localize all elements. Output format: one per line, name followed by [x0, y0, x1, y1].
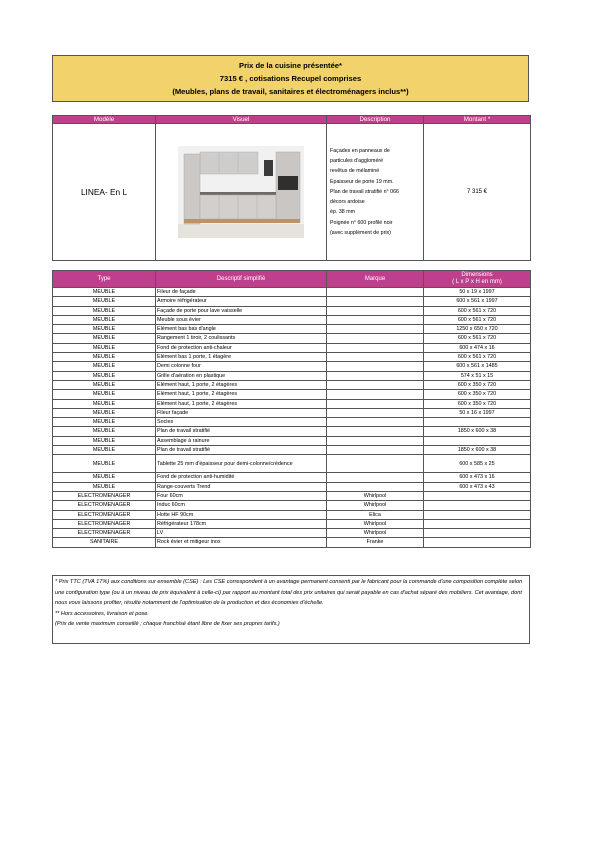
item-dimensions: 600 x 561 x 720: [424, 315, 531, 324]
item-dimensions: 600 x 561 x 720: [424, 353, 531, 362]
item-type: ELECTROMENAGER: [53, 529, 156, 538]
item-dimensions: 600 x 473 x 16: [424, 473, 531, 482]
item-description: Elément bas 1 porte, 1 étagère: [156, 353, 327, 362]
table-row: [53, 436, 531, 445]
table-row: [53, 288, 531, 297]
description-line: (avec supplément de prix): [330, 229, 391, 236]
model-price: 7 315 €: [424, 124, 531, 261]
items-table: [52, 270, 531, 548]
item-type: SANITAIRE: [53, 538, 156, 547]
item-type: MEUBLE: [53, 343, 156, 352]
table-row: [53, 343, 531, 352]
item-dimensions: 600 x 474 x 16: [424, 343, 531, 352]
item-dimensions: [424, 538, 531, 547]
header-dimensions: [424, 271, 531, 288]
table-row: [53, 519, 531, 528]
item-brand: [327, 482, 424, 491]
header-descriptif: Descriptif simplifié: [156, 271, 327, 288]
item-dimensions: 1250 x 650 x 720: [424, 325, 531, 334]
table-row: [53, 380, 531, 389]
item-description: Elément haut, 1 porte, 2 étagères: [156, 380, 327, 389]
item-brand: Whirlpool: [327, 519, 424, 528]
price-amount: 7315 € , cotisations Recupel comprises: [219, 74, 362, 83]
dimensions-title: Dimensions: [461, 272, 493, 278]
item-brand: [327, 325, 424, 334]
item-description: Plan de travail stratifié: [156, 427, 327, 436]
item-brand: Whirlpool: [327, 501, 424, 510]
price-title: Prix de la cuisine présentée*: [239, 61, 342, 70]
item-dimensions: 1850 x 600 x 38: [424, 427, 531, 436]
item-dimensions: [424, 529, 531, 538]
header-marque: Marque: [327, 271, 424, 288]
item-brand: Whirlpool: [327, 491, 424, 500]
item-brand: [327, 315, 424, 324]
item-description: Grille d'aération en plastique: [156, 371, 327, 380]
table-row: [53, 362, 531, 371]
description-line: Plan de travail stratifié n° 066: [330, 188, 399, 195]
table-row: [53, 529, 531, 538]
kitchen-image: [178, 146, 304, 238]
items-body: [53, 288, 531, 548]
price-banner: [52, 55, 529, 102]
item-dimensions: 600 x 473 x 43: [424, 482, 531, 491]
item-description: Assemblage à rainure: [156, 436, 327, 445]
item-dimensions: [424, 436, 531, 445]
description-line: ép. 38 mm: [330, 209, 356, 216]
item-dimensions: [424, 491, 531, 500]
item-description: Fond de protection anti-chaleur: [156, 343, 327, 352]
table-row: [53, 297, 531, 306]
footnote: [52, 575, 530, 644]
item-type: MEUBLE: [53, 315, 156, 324]
item-dimensions: 600 x 350 x 720: [424, 399, 531, 408]
item-description: Hotte HF 90cm: [156, 510, 327, 519]
item-type: MEUBLE: [53, 390, 156, 399]
item-description: Elément haut, 1 porte, 2 étagères: [156, 390, 327, 399]
table-row: [53, 510, 531, 519]
item-description: Elément haut, 1 porte, 2 étagères: [156, 399, 327, 408]
item-dimensions: [424, 510, 531, 519]
description-line: revêtus de mélaminé: [330, 168, 380, 175]
header-visuel: Visuel: [156, 116, 327, 124]
table-row: [53, 371, 531, 380]
item-type: MEUBLE: [53, 334, 156, 343]
table-row: [53, 334, 531, 343]
item-dimensions: 600 x 561 x 720: [424, 334, 531, 343]
item-brand: Elica: [327, 510, 424, 519]
item-brand: [327, 418, 424, 427]
item-brand: [327, 371, 424, 380]
table-row: [53, 446, 531, 455]
item-type: MEUBLE: [53, 371, 156, 380]
item-dimensions: 50 x 19 x 1997: [424, 288, 531, 297]
item-description: Demi colonne four: [156, 362, 327, 371]
description-line: Epaisseur de porte 19 mm.: [330, 178, 394, 185]
footnote-cse: * Prix TTC (TVA 17%) aux conditions sur ensemble (CSE) : Les CSE correspondent à un avantage permanent consenti par le fabricant pour la commande d'une composition complète selon une configuration type (ou à un niveau de prix équivalent à celle-ci) par rapport au montant total des prix unitaires qui serait payable en cas d'achat séparé des mobiliers. Cet avantage, dont nous vous laissons profiter, résulte notamment de l'optimisation de la production et des économies d'échelle.: [55, 579, 523, 606]
item-type: MEUBLE: [53, 482, 156, 491]
footnote-exclusions: ** Hors accessoires, livraison et pose.: [55, 610, 149, 617]
item-description: Socles: [156, 418, 327, 427]
table-row: [53, 455, 531, 473]
table-row: [53, 473, 531, 482]
item-brand: [327, 380, 424, 389]
item-type: ELECTROMENAGER: [53, 519, 156, 528]
header-montant: Montant *: [424, 116, 531, 124]
item-type: ELECTROMENAGER: [53, 510, 156, 519]
item-dimensions: 600 x 350 x 720: [424, 380, 531, 389]
item-type: MEUBLE: [53, 427, 156, 436]
item-brand: [327, 455, 424, 473]
table-row: [53, 427, 531, 436]
item-brand: [327, 446, 424, 455]
model-description: [327, 124, 424, 261]
item-brand: [327, 473, 424, 482]
item-dimensions: 50 x 16 x 1997: [424, 408, 531, 417]
item-description: Fond de protection anti-humidité: [156, 473, 327, 482]
item-description: Armoire réfrigérateur: [156, 297, 327, 306]
table-row: [53, 306, 531, 315]
item-description: Meuble sous évier: [156, 315, 327, 324]
table-row: [53, 399, 531, 408]
item-type: MEUBLE: [53, 362, 156, 371]
table-row: [53, 325, 531, 334]
item-type: MEUBLE: [53, 399, 156, 408]
item-type: MEUBLE: [53, 288, 156, 297]
item-brand: [327, 288, 424, 297]
item-type: MEUBLE: [53, 446, 156, 455]
header-type: Type: [53, 271, 156, 288]
kitchen-visual-cell: [156, 124, 327, 261]
item-brand: Franke: [327, 538, 424, 547]
item-type: ELECTROMENAGER: [53, 491, 156, 500]
description-line: Façades en panneaux de: [330, 148, 390, 155]
item-dimensions: 600 x 561 x 720: [424, 306, 531, 315]
dimensions-units: ( L x P x H en mm): [452, 279, 502, 285]
item-brand: [327, 353, 424, 362]
item-type: MEUBLE: [53, 353, 156, 362]
item-brand: [327, 362, 424, 371]
item-description: Façade de porte pour lave vaisselle: [156, 306, 327, 315]
item-brand: [327, 427, 424, 436]
header-description: Description: [327, 116, 424, 124]
item-dimensions: 600 x 585 x 25: [424, 455, 531, 473]
item-brand: [327, 399, 424, 408]
item-description: Réfrigérateur 178cm: [156, 519, 327, 528]
item-brand: [327, 408, 424, 417]
table-row: [53, 390, 531, 399]
item-brand: [327, 343, 424, 352]
item-description: Rangement 1 tiroir, 2 coulissants: [156, 334, 327, 343]
item-dimensions: 600 x 350 x 720: [424, 390, 531, 399]
item-description: Induc 60cm: [156, 501, 327, 510]
item-dimensions: [424, 501, 531, 510]
item-description: Tablette 25 mm d'épaisseur pour demi-colonne/crédence: [156, 455, 327, 473]
item-dimensions: [424, 418, 531, 427]
table-row: [53, 491, 531, 500]
item-type: MEUBLE: [53, 325, 156, 334]
item-type: MEUBLE: [53, 418, 156, 427]
item-type: MEUBLE: [53, 297, 156, 306]
table-row: [53, 501, 531, 510]
table-row: [53, 538, 531, 547]
item-description: Fileur de façade: [156, 288, 327, 297]
item-dimensions: 600 x 561 x 1485: [424, 362, 531, 371]
item-dimensions: 574 x 51 x 15: [424, 371, 531, 380]
item-description: Fileur façade: [156, 408, 327, 417]
table-row: [53, 482, 531, 491]
item-description: Rock évier et mitigeur inox: [156, 538, 327, 547]
item-dimensions: 600 x 561 x 1997: [424, 297, 531, 306]
item-dimensions: 1850 x 600 x 38: [424, 446, 531, 455]
item-brand: [327, 334, 424, 343]
item-brand: [327, 390, 424, 399]
item-dimensions: [424, 519, 531, 528]
description-line: particules d'aggloméré: [330, 158, 384, 165]
item-type: MEUBLE: [53, 408, 156, 417]
item-brand: [327, 297, 424, 306]
item-brand: [327, 306, 424, 315]
description-line: Poignée n° 600 profilé noir: [330, 219, 393, 226]
item-type: MEUBLE: [53, 306, 156, 315]
item-description: Elément bas bas d'angle: [156, 325, 327, 334]
item-type: MEUBLE: [53, 473, 156, 482]
price-inclusions: (Meubles, plans de travail, sanitaires et électroménagers inclus**): [172, 87, 409, 96]
model-table: [52, 115, 531, 261]
model-name: LINEA- En L: [53, 124, 156, 261]
item-type: ELECTROMENAGER: [53, 501, 156, 510]
item-description: Four 60cm: [156, 491, 327, 500]
item-description: LV: [156, 529, 327, 538]
header-modele: Modèle: [53, 116, 156, 124]
table-row: [53, 353, 531, 362]
item-description: Range-couverts Trend: [156, 482, 327, 491]
item-type: MEUBLE: [53, 380, 156, 389]
item-description: Plan de travail stratifié: [156, 446, 327, 455]
footnote-price-note: (Prix de vente maximum conseillé ; chaque franchisé étant libre de fixer ses propres tarifs.): [55, 621, 280, 627]
table-row: [53, 408, 531, 417]
table-row: [53, 315, 531, 324]
description-line: décors ardoise: [330, 199, 365, 206]
table-row: [53, 418, 531, 427]
item-brand: [327, 436, 424, 445]
item-type: MEUBLE: [53, 436, 156, 445]
item-brand: Whirlpool: [327, 529, 424, 538]
item-type: MEUBLE: [53, 455, 156, 473]
